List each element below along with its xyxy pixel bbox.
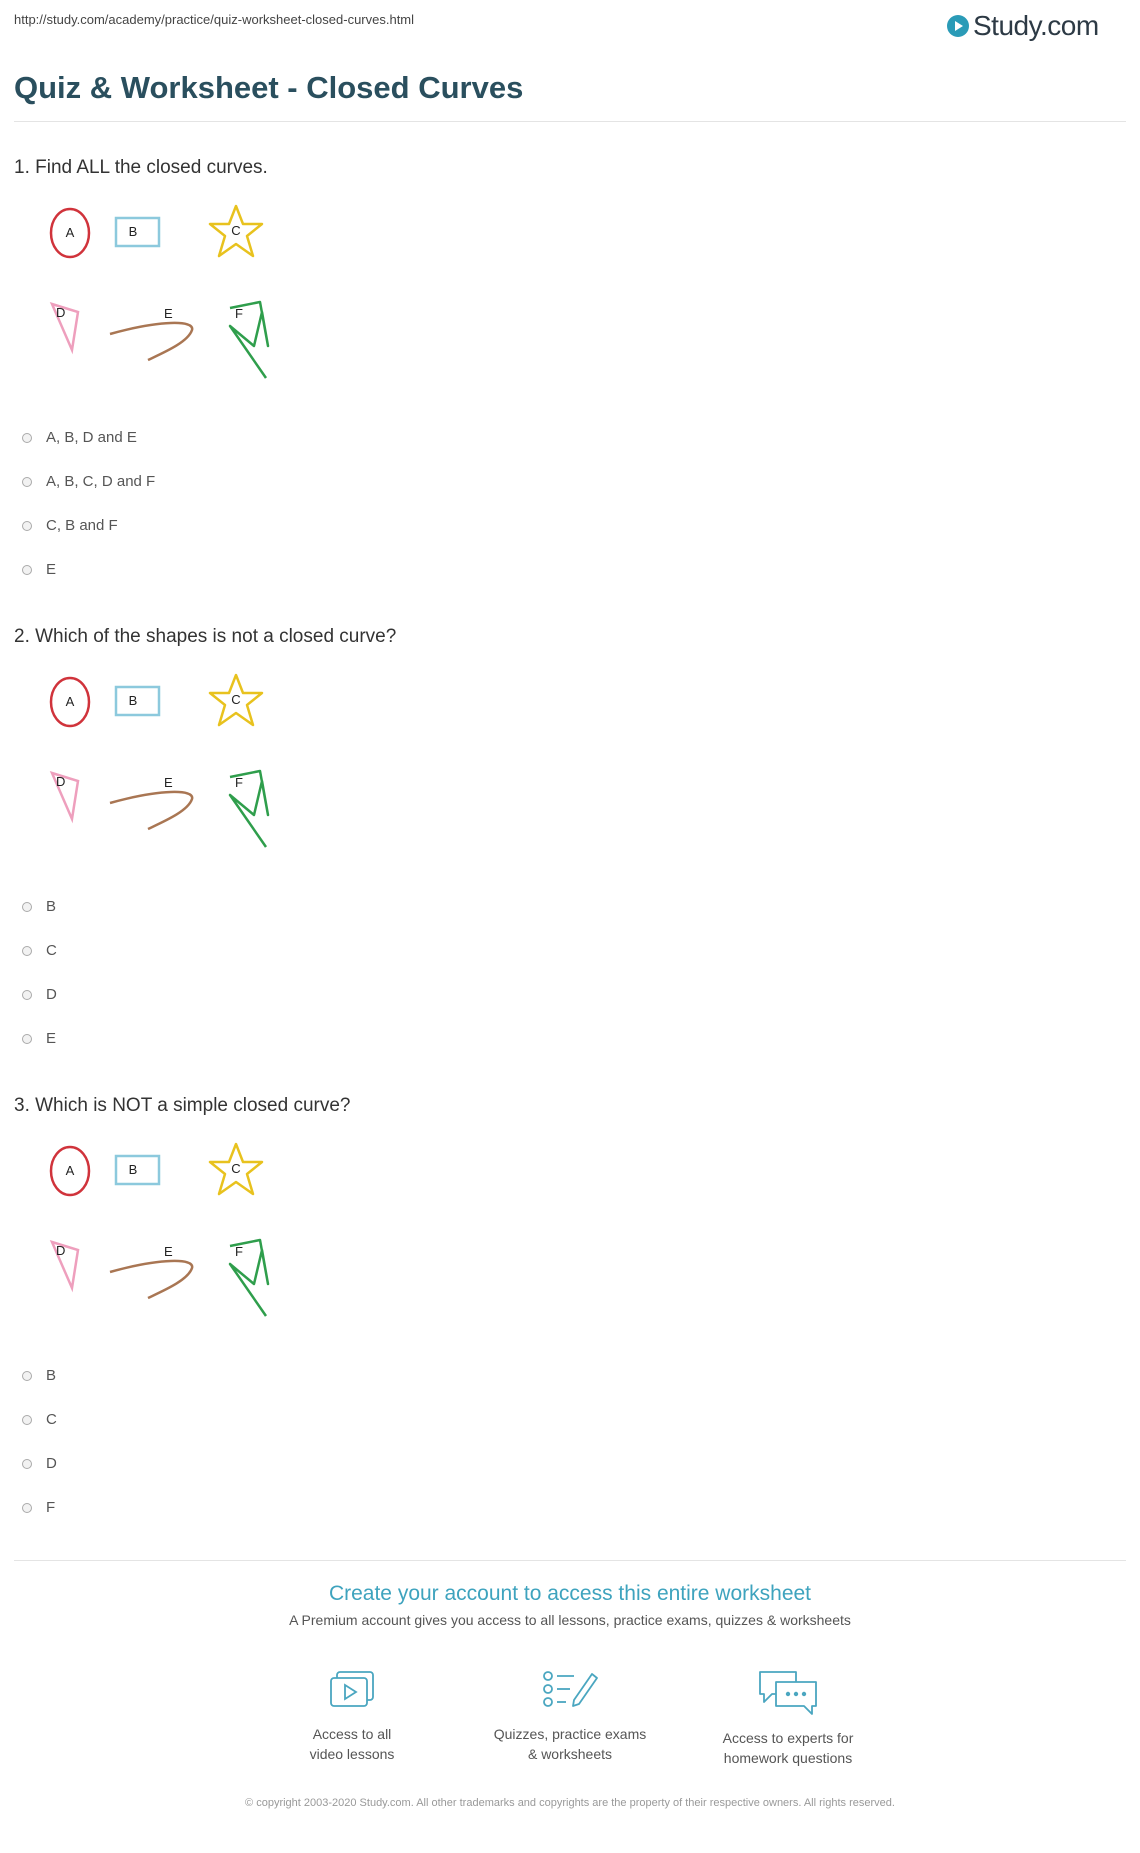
label-b: B — [128, 1162, 138, 1177]
radio-button[interactable] — [22, 1034, 32, 1044]
q1-option-3[interactable] — [22, 517, 118, 534]
shape-b-rectangle — [116, 218, 159, 246]
create-account-link[interactable]: Create your account to access this entire worksheet — [328, 1582, 812, 1605]
radio-button[interactable] — [22, 565, 32, 575]
promo-divider — [14, 1560, 1126, 1561]
quiz-checklist-icon — [540, 1668, 600, 1714]
label-d: D — [56, 1243, 66, 1258]
radio-button[interactable] — [22, 521, 32, 531]
feature-line-1: Access to all — [312, 1726, 392, 1742]
radio-button[interactable] — [22, 902, 32, 912]
label-e: E — [164, 1244, 173, 1259]
label-e: E — [164, 775, 173, 790]
label-a: A — [65, 1163, 75, 1178]
radio-button[interactable] — [22, 1503, 32, 1513]
label-f: F — [235, 306, 243, 321]
feature-line-1: Quizzes, practice exams — [493, 1726, 647, 1742]
radio-button[interactable] — [22, 1371, 32, 1381]
copyright-notice: © copyright 2003-2020 Study.com. All other trademarks and copyrights are the property of their respective owners. All rights reserved. — [245, 1797, 895, 1809]
question-3-shapes-figure — [40, 1138, 290, 1318]
page-title: Quiz & Worksheet - Closed Curves — [14, 70, 524, 105]
shape-b-rectangle — [116, 687, 159, 715]
q1-option-1[interactable] — [22, 429, 137, 446]
feature-experts — [688, 1668, 888, 1768]
option-label: E — [46, 561, 57, 578]
q2-option-1[interactable] — [22, 898, 56, 915]
option-label: C, B and F — [46, 517, 118, 534]
q3-option-4[interactable] — [22, 1499, 55, 1516]
option-label: B — [46, 1367, 57, 1384]
question-2-shapes-figure — [40, 669, 290, 849]
label-b: B — [128, 693, 138, 708]
label-c: C — [231, 223, 241, 238]
label-a: A — [65, 225, 75, 240]
option-label: C — [46, 942, 57, 959]
question-1-shapes-figure — [40, 200, 290, 380]
shape-e-arc — [110, 1261, 192, 1298]
radio-button[interactable] — [22, 433, 32, 443]
option-label: F — [46, 1499, 56, 1516]
label-c: C — [231, 692, 241, 707]
label-d: D — [56, 774, 66, 789]
q3-option-3[interactable] — [22, 1455, 57, 1472]
label-e: E — [164, 306, 173, 321]
q2-option-3[interactable] — [22, 986, 57, 1003]
q1-option-4[interactable] — [22, 561, 56, 578]
option-label: E — [46, 1030, 57, 1047]
radio-button[interactable] — [22, 946, 32, 956]
study-logo[interactable] — [947, 10, 1099, 42]
option-label: D — [46, 986, 57, 1003]
question-3-text: 3. Which is NOT a simple closed curve? — [14, 1095, 351, 1116]
feature-line-2: video lessons — [309, 1746, 395, 1762]
feature-video-lessons — [252, 1668, 452, 1764]
question-1-text: 1. Find ALL the closed curves. — [14, 157, 268, 178]
label-a: A — [65, 694, 75, 709]
label-d: D — [56, 305, 66, 320]
q1-option-2[interactable] — [22, 473, 155, 490]
q3-option-1[interactable] — [22, 1367, 56, 1384]
radio-button[interactable] — [22, 1459, 32, 1469]
label-f: F — [235, 1244, 243, 1259]
option-label: B — [46, 898, 57, 915]
option-label: A, B, C, D and F — [46, 473, 156, 490]
video-lessons-icon — [325, 1668, 379, 1714]
q2-option-4[interactable] — [22, 1030, 56, 1047]
radio-button[interactable] — [22, 477, 32, 487]
radio-button[interactable] — [22, 1415, 32, 1425]
label-c: C — [231, 1161, 241, 1176]
option-label: A, B, D and E — [46, 429, 137, 446]
logo-text: Study.com — [973, 10, 1099, 41]
radio-button[interactable] — [22, 990, 32, 1000]
option-label: D — [46, 1455, 57, 1472]
shape-e-arc — [110, 792, 192, 829]
option-label: C — [46, 1411, 57, 1428]
chat-bubbles-icon — [756, 1668, 820, 1718]
label-f: F — [235, 775, 243, 790]
shape-b-rectangle — [116, 1156, 159, 1184]
q2-option-2[interactable] — [22, 942, 57, 959]
label-b: B — [128, 224, 138, 239]
page-url: http://study.com/academy/practice/quiz-worksheet-closed-curves.html — [14, 12, 415, 27]
feature-line-1: Access to experts for — [722, 1730, 854, 1746]
question-2-text: 2. Which of the shapes is not a closed curve? — [14, 626, 397, 647]
title-divider — [14, 121, 1126, 122]
feature-line-2: homework questions — [723, 1750, 853, 1766]
shape-e-arc — [110, 323, 192, 360]
play-logo-icon — [947, 15, 969, 37]
q3-option-2[interactable] — [22, 1411, 57, 1428]
promo-subtitle: A Premium account gives you access to all lessons, practice exams, quizzes & worksheets — [289, 1612, 851, 1628]
feature-quizzes — [470, 1668, 670, 1764]
feature-line-2: & worksheets — [527, 1746, 613, 1762]
